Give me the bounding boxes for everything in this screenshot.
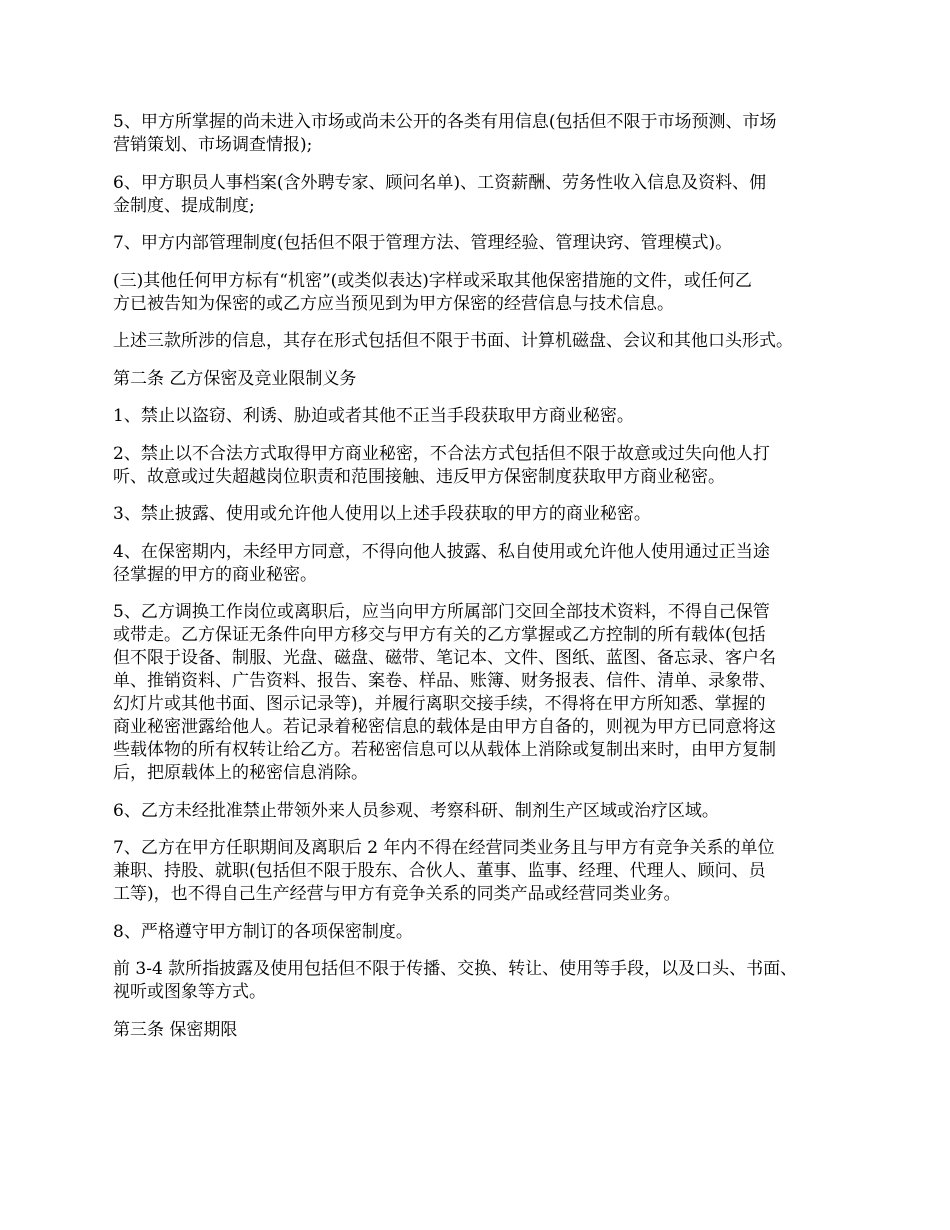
text-line: 6、甲方职员人事档案(含外聘专家、顾问名单)、工资薪酬、劳务性收入信息及资料、佣 [113,172,767,193]
text-line: 上述三款所涉的信息，其存在形式包括但不限于书面、计算机磁盘、会议和其他口头形式。 [113,331,793,351]
text-line: 但不限于设备、制服、光盘、磁盘、磁带、笔记本、文件、图纸、蓝图、备忘录、客户名 [113,648,776,668]
paragraph-13 [113,837,853,906]
text-line: 7、乙方在甲方任职期间及离职后 2 年内不得在经营同类业务且与甲方有竞争关系的单位 [113,838,775,858]
text-line: 视听或图象等方式。 [113,982,266,1002]
text-line: 2、禁止以不合法方式取得甲方商业秘密，不合法方式包括但不限于故意或过失向他人打 [113,443,770,464]
paragraph-8 [113,443,853,489]
paragraph-10 [113,541,853,587]
paragraph-5 [113,330,853,353]
text-line: 后，把原载体上的秘密信息消除。 [113,763,368,783]
paragraph-7 [113,405,853,428]
paragraph-12 [113,800,853,823]
paragraph-1 [113,111,853,157]
text-line: 方已被告知为保密的或乙方应当预见到为甲方保密的经营信息与技术信息。 [113,293,674,314]
document-page [113,111,853,1056]
section-heading-2 [113,368,853,391]
text-line: 3、禁止披露、使用或允许他人使用以上述手段获取的甲方的商业秘密。 [113,504,651,524]
text-line: (三)其他任何甲方标有“机密”(或类似表达)字样或采取其他保密措施的文件，或任何乙 [113,270,752,291]
text-line: 4、在保密期内，未经甲方同意，不得向他人披露、私自使用或允许他人使用通过正当途 [113,541,770,562]
heading-line: 第二条 乙方保密及竞业限制义务 [113,368,357,389]
paragraph-3 [113,232,853,255]
text-line: 兼职、持股、就职(包括但不限于股东、合伙人、董事、监事、经理、代理人、顾问、员 [113,861,766,881]
text-line: 8、严格遵守甲方制订的各项保密制度。 [113,921,413,942]
paragraph-2 [113,172,853,218]
text-line: 商业秘密泄露给他人。若记录着秘密信息的载体是由甲方自备的，则视为甲方已同意将这 [113,717,776,737]
paragraph-15 [113,958,853,1004]
text-line: 1、禁止以盗窃、利诱、胁迫或者其他不正当手段获取甲方商业秘密。 [113,406,634,426]
paragraph-9 [113,503,853,526]
text-line: 工等)，也不得自己生产经营与甲方有竞争关系的同类产品或经营同类业务。 [113,884,681,904]
paragraph-4 [113,270,853,316]
text-line: 5、乙方调换工作岗位或离职后，应当向甲方所属部门交回全部技术资料，不得自己保管 [113,602,770,622]
text-line: 营销策划、市场调查情报); [113,135,313,155]
paragraph-11 [113,601,853,785]
heading-line: 第三条 保密期限 [113,1019,238,1040]
text-line: 金制度、提成制度; [113,195,255,216]
text-line: 7、甲方内部管理制度(包括但不限于管理方法、管理经验、管理诀窍、管理模式)。 [113,233,733,253]
text-line: 听、故意或过失超越岗位职责和范围接触、违反甲方保密制度获取甲方商业秘密。 [113,466,725,487]
text-line: 前 3-4 款所指披露及使用包括但不限于传播、交换、转让、使用等手段，以及口头、书面、 [113,959,798,979]
text-line: 6、乙方未经批准禁止带领外来人员参观、考察科研、制剂生产区域或治疗区域。 [113,800,719,821]
text-line: 幻灯片或其他书面、图示记录等)，并履行离职交接手续，不得将在甲方所知悉、掌握的 [113,694,766,714]
text-line: 5、甲方所掌握的尚未进入市场或尚未公开的各类有用信息(包括但不限于市场预测、市场 [113,112,777,132]
text-line: 或带走。乙方保证无条件向甲方移交与甲方有关的乙方掌握或乙方控制的所有载体(包括 [113,625,766,645]
paragraph-14 [113,921,853,944]
text-line: 径掌握的甲方的商业秘密。 [113,564,317,585]
section-heading-3 [113,1019,853,1042]
text-line: 单、推销资料、广告资料、报告、案卷、样品、账簿、财务报表、信件、清单、录象带、 [113,671,776,691]
text-line: 些载体物的所有权转让给乙方。若秘密信息可以从载体上消除或复制出来时，由甲方复制 [113,740,776,760]
